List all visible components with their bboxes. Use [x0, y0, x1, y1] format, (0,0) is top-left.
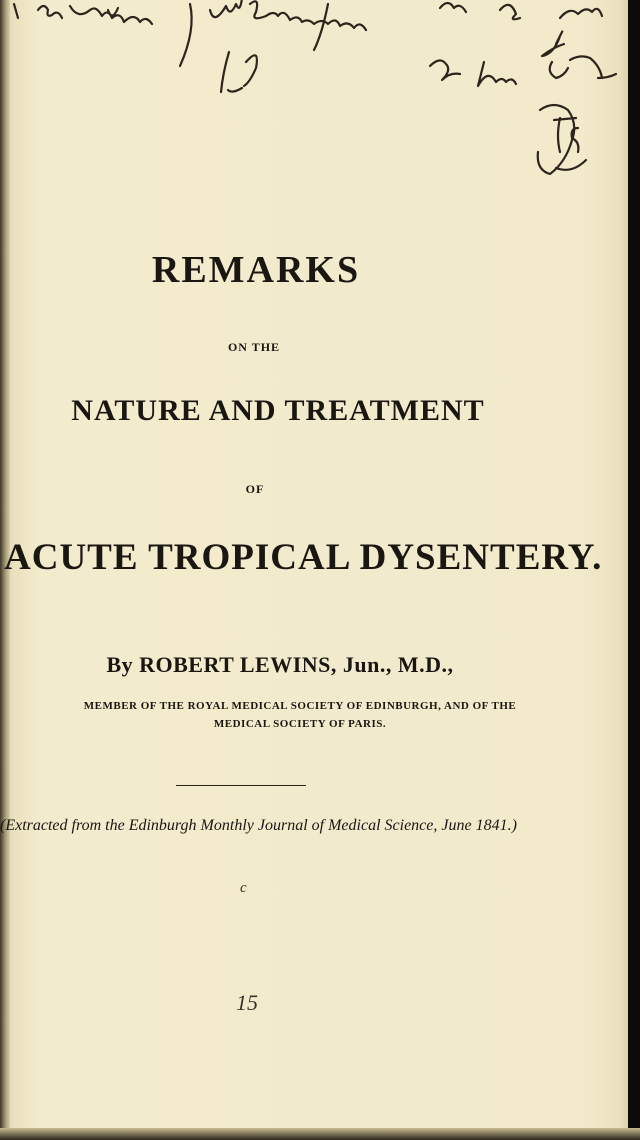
connector-on-the: ON THE	[227, 340, 281, 354]
author-credentials	[40, 697, 560, 733]
document-title: REMARKS	[151, 249, 361, 291]
credentials-line: MEDICAL SOCIETY OF PARIS.	[213, 718, 387, 730]
credentials-line: MEMBER OF THE ROYAL MEDICAL SOCIETY OF EDINBURGH, AND OF THE	[83, 700, 517, 712]
divider-rule	[176, 785, 306, 786]
pencil-mark-15: 15	[236, 990, 258, 1015]
document-subtitle: NATURE AND TREATMENT	[71, 394, 485, 427]
pencil-mark-c: c	[240, 880, 247, 896]
author-byline: By ROBERT LEWINS, Jun., M.D.,	[106, 652, 454, 677]
document-main-subject: ACUTE TROPICAL DYSENTERY.	[4, 537, 603, 578]
connector-of: OF	[245, 482, 265, 496]
source-note: (Extracted from the Edinburgh Monthly Journal of Medical Science, June 1841.)	[0, 817, 517, 834]
